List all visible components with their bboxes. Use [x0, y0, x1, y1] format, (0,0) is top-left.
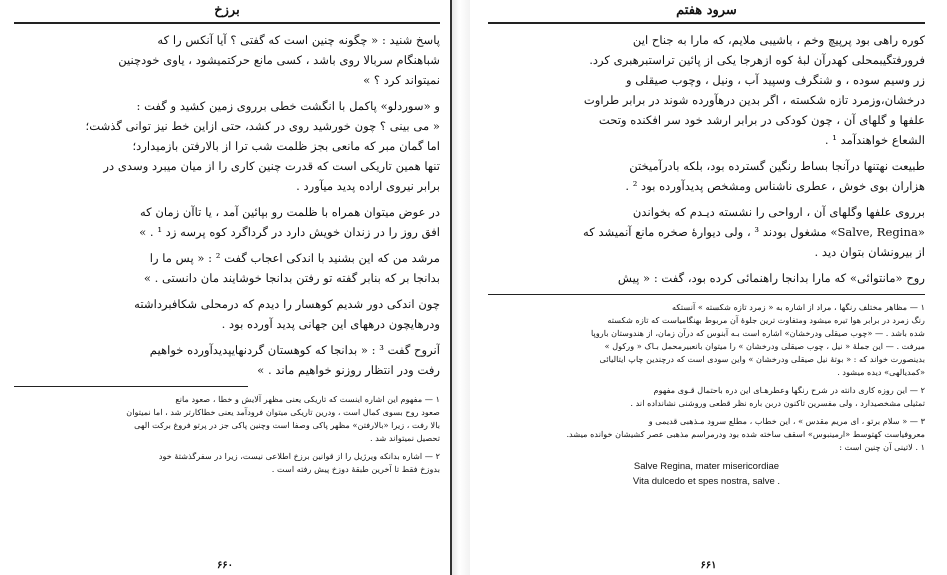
- body-paragraph: [14, 294, 440, 334]
- body-line: زر وسیم سوده ، و شنگرف وسپید آب ، ونیل ، وچوب صیقلی و: [625, 73, 925, 87]
- footnote-line: تحصیل نمیتواند شد .: [370, 433, 440, 443]
- footnote-paragraph: [488, 384, 925, 410]
- body-paragraph: [14, 96, 440, 196]
- body-line: برابر نیروی اراده پدید میآورد .: [296, 179, 440, 193]
- footnote-paragraph: [488, 415, 925, 454]
- body-line: «Salve, Regina» مشغول بودند ³ ، ولی دیوارهٔ صخره مانع آنمیشد که: [583, 225, 925, 239]
- body-line: چون اندکی دور شدیم کوهسار را دیدم که درمحلی شکافبرداشته: [134, 297, 440, 311]
- footnote-line: ۱ — مفهوم این اشاره اینست که تاریکی یعنی مظهر آلایش و خطا ، صعود مانع: [175, 394, 440, 404]
- body-line: کوره راهی بود پرپیچ وخم ، باشیبی ملایم، که مارا به جناح این: [632, 33, 925, 47]
- body-line: نمیتواند کرد ؟ »: [363, 73, 440, 87]
- footnote-line: معروفیاست کهتوسط «ارمینبوس» اسقف ساخته شده بود ودرمراسم مذهبی عصر کشیشان خوانده میشد.: [566, 429, 925, 439]
- body-line: مرشد من که این بشنید با اندکی اعجاب گفت ² : « پس ما را: [149, 251, 440, 265]
- footnotes: [488, 301, 925, 454]
- page-number: ۶۶۱: [700, 560, 717, 571]
- footnote-line: شده باشد . — «چوب صیقلی ودرخشان» اشاره است بـه آبنوس که درآن زمان، از هندوستان باروپا: [591, 328, 925, 338]
- body-line: الشعاع خواهندآمد ¹ .: [824, 133, 925, 147]
- footnote-line: «کمدیالهی» دیده میشود .: [837, 367, 925, 377]
- body-line: ودرهایچون درههای این جهانی پدید آورده بود .: [221, 317, 440, 331]
- body-paragraph: [488, 156, 925, 196]
- latin-line: Vita dulcedo et spes nostra, salve .: [632, 476, 781, 487]
- body-line: علفها و گلهای آن ، چون کودکی در برابر ارشد خود سر افکنده وتحت: [598, 113, 925, 127]
- footnotes: [14, 393, 440, 476]
- footnote-line: ۱ . لاتینی آن چنین است :: [839, 442, 925, 452]
- body-line: شباهنگام سربالا روی باشد ، کسی مانع حرکتمیشود ، یاوی خودچنین: [118, 53, 440, 67]
- body-paragraph: [488, 268, 925, 288]
- body-paragraph: [14, 340, 440, 380]
- footnote-line: میرفت . — این جملهٔ « نیل ، چوب صیقلی ودرخشان » را میتوان بانعبیرمحمل بـاک « ورکول »: [604, 341, 925, 351]
- body-line: آنروح گفت ³ : « بدانجا که کوهستان گردنهایپدیدآورده خواهیم: [149, 343, 440, 357]
- body-line: تنها همین تاریکی است که قدرت چنین کاری را از میان میبرد وسدی در: [103, 159, 440, 173]
- body-line: « می بینی ؟ چون خورشید روی در کشد، حتی ازاین خط نیز توانی گذشت؛: [85, 119, 440, 133]
- footnote-line: ۱ — مظاهر مختلف رنگها ، مراد از اشاره به « زمرد تازه شکسته » آنستکه: [672, 302, 925, 312]
- body-line: طبیعت نهتنها درآنجا بساط رنگین گسترده بود، بلکه بادرآمیختن: [629, 159, 925, 173]
- running-head: سرود هفتم: [488, 0, 925, 24]
- footnote-paragraph: [14, 393, 440, 445]
- footnote-line: رنگ زمرد در برابر هوا تیره میشود ومتفاوت ترین جلوهٔ آن مربوط بهنگامیاست که تازه شکسته: [607, 315, 925, 325]
- body-line: برروی علفها وگلهای آن ، ارواحی را نشسته دیـدم که بخواندن: [632, 205, 925, 219]
- footnote-line: ۲ — اشاره بدانکه ویرژیل را از قوانین برزخ اطلاعی نیست، زیرا در سفرگذشتهٔ خود: [158, 451, 440, 461]
- body-line: روح «مانتوائی» که مارا بدانجا راهنمائی کرده بود، گفت : « پیش: [617, 271, 925, 285]
- running-head: برزخ: [14, 0, 440, 24]
- body-paragraph: [488, 30, 925, 150]
- body-line: و «سوردلو» پاکمل با انگشت خطی برروی زمین کشید و گفت :: [136, 99, 440, 113]
- footnote-line: بالا رفت ، زیرا «بالارفتن» مظهر پاکی وصفا است وچنین پاکی جز در پرتو فروغ برکت الهی: [134, 420, 440, 430]
- body-line: بدانجا بر که بنابر گفته تو رفتن بدانجا خوشایند مان دانستی . »: [143, 271, 440, 285]
- latin-line: Salve Regina, mater misericordiae: [633, 461, 780, 472]
- body-paragraph: [14, 202, 440, 242]
- footnote-line: بدوزخ فقط تا آخرین طبقهٔ دوزخ پیش رفته است .: [271, 464, 440, 474]
- footnote-line: صعود روح بسوی کمال است ، ودرین تاریکی میتوان فرودآمد یعنی خطاکارتر شد ، اما نمیتوان: [126, 407, 440, 417]
- body-text: [488, 30, 925, 288]
- body-line: فرورفتگیبمحلی کهدرآن لبهٔ کوه ازهرجا یکی از پائین تراستبرهبری کرد.: [589, 53, 925, 67]
- body-line: اما گمان مبر که مانعی بجز ظلمت شب ترا از بالارفتن بازمیدارد؛: [132, 139, 440, 153]
- body-paragraph: [488, 202, 925, 262]
- body-paragraph: [14, 248, 440, 288]
- footnote-line: ۲ — این روزه کاری دانته در شرح رنگها وعطرهـای این دره باحتمال قـوی مفهوم: [653, 385, 925, 395]
- body-paragraph: [14, 30, 440, 90]
- footnote-paragraph: [14, 450, 440, 476]
- body-line: هزاران بوی خوش ، عطری ناشناس ومشخص پدیدآورده بود ² .: [625, 179, 925, 193]
- page-number: ۶۶۰: [216, 560, 234, 571]
- body-line: از بیرونشان بتوان دید .: [814, 245, 925, 259]
- footnote-line: تمثیلی مشخصیدارد ، ولی مفسرین تاکنون دربن باره نظر قطعی وروشنی نشانداده اند .: [630, 398, 925, 408]
- footnote-line: ۳ — « سلام برتو ، ای مریم مقدس » ، این خطاب ، مطلع سرود مـذهبی قدیمی و: [648, 416, 925, 426]
- footnote-rule: [488, 294, 925, 295]
- body-line: درخشان،وزمرد تازه شکسته ، اگر بدین درهآورده شوند در برابر طراوت: [583, 93, 925, 107]
- latin-verse: [488, 459, 925, 489]
- footnote-rule: [14, 386, 248, 387]
- book-gutter: [452, 0, 470, 575]
- right-page: [470, 0, 947, 575]
- body-text: [14, 30, 440, 380]
- body-line: پاسخ شنید : « چگونه چنین است که گفتی ؟ آیا آنکس را که: [157, 33, 440, 47]
- body-line: افق روز را در زندان خویش دارد در گرداگرد کوه پرسه زد ¹ . »: [139, 225, 440, 239]
- footnote-line: بدینصورت خواند که : « بوتهٔ نیل صیقلی ودرخشان » واین سودی است که درچندین چاپ ایتالیائی: [599, 354, 925, 364]
- body-line: در عوض میتوان همراه با ظلمت رو بپائین آمد ، یا تاآن زمان که: [139, 205, 440, 219]
- footnote-paragraph: [488, 301, 925, 379]
- body-line: رفت ودر انتظار روزنو خواهیم ماند . »: [257, 363, 440, 377]
- left-page: [0, 0, 452, 575]
